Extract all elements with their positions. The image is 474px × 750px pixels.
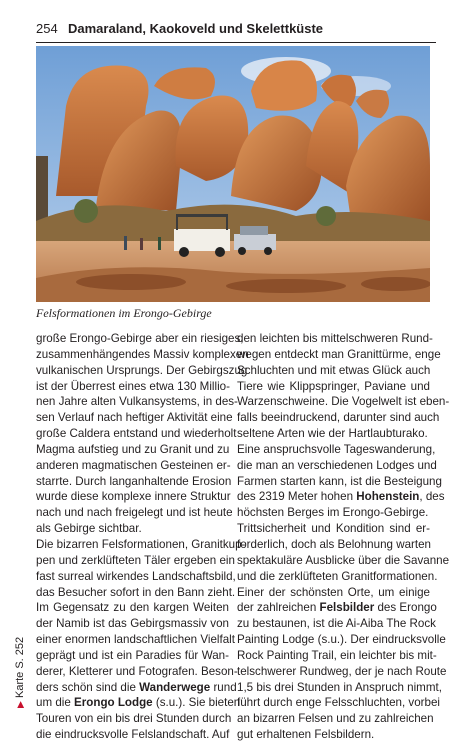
- bold-term-erongo-lodge: Erongo Lodge: [74, 696, 153, 710]
- text-column-right: [237, 331, 450, 743]
- text-line: spektakuläre Ausblicke über die Savanne: [237, 553, 450, 567]
- text-run: rund: [210, 680, 237, 694]
- text-line: wurde diese komplexe innere Struktur: [36, 490, 231, 504]
- text-line: einer enormen landschaftlichen Vielfalt: [36, 633, 235, 647]
- chapter-title: Damaraland, Kaokoveld und Skelettküste: [68, 21, 324, 36]
- text-line: Eine anspruchsvolle Tageswanderung,: [237, 442, 436, 456]
- text-line: führt durch enge Felsschluchten, vorbei: [237, 696, 441, 710]
- text-line: anderen magmatischen Gesteinen er-: [36, 458, 231, 472]
- bold-term-wanderwege: Wanderwege: [139, 680, 211, 694]
- text-line: Painting Lodge (s.u.). Der eindrucksvolle: [237, 633, 446, 647]
- text-line: zusammenhängendes Massiv komplexen: [36, 347, 249, 361]
- text-line: das Besucher sofort in den Bann zieht.: [36, 585, 236, 599]
- text-line: als Gebirge sichtbar.: [36, 522, 142, 536]
- text-line: gut erhaltenen Felsbildern.: [237, 728, 375, 742]
- text-line: fast surreal wirkendes Landschaftsbild,: [36, 569, 236, 583]
- text-line: ist der Überrest eines etwa 130 Millio-: [36, 379, 230, 393]
- text-line: zu bestaunen, ist die Ai-Aiba The Rock: [237, 617, 436, 631]
- running-header: [36, 20, 436, 43]
- text-line: telschwerer Rundweg, der je nach Route: [237, 664, 447, 678]
- text-run: der zahlreichen: [237, 601, 320, 615]
- text-run: um die: [36, 696, 75, 710]
- text-line: Rock Painting Trail, ein leichter bis mit-: [237, 648, 437, 662]
- text-line: den leichten bis mittelschweren Rund-: [237, 332, 433, 345]
- text-line: sen Verlauf nach heftiger Aktivität eine: [36, 411, 233, 425]
- text-line: vulkanischen Ursprungs. Der Gebirgszug: [36, 363, 248, 377]
- text-line: große Erongo-Gebirge aber ein riesiges,: [36, 332, 244, 345]
- text-line: [237, 600, 437, 616]
- text-line: Im Gegensatz zu den kargen Weiten: [36, 601, 229, 615]
- text-line: höchsten Berges im Erongo-Gebirge.: [237, 506, 429, 520]
- text-line: die man an verschiedenen Lodges und: [237, 458, 437, 472]
- text-line: starrte. Durch langanhaltende Erosion: [36, 474, 232, 488]
- text-line: an bizarren Felsen und zu zahlreichen: [237, 712, 434, 726]
- map-reference-label: Karte S. 252: [14, 636, 26, 699]
- text-line: Farmen starten kann, ist die Besteigung: [237, 474, 442, 488]
- text-line: wegen entdeckt man Granittürme, enge: [237, 347, 441, 361]
- text-line: nen Jahre alten Vulkansystems, in des-: [36, 395, 238, 409]
- bold-term-felsbilder: Felsbilder: [319, 601, 375, 615]
- text-run: ders schön sind die: [36, 680, 140, 694]
- text-line: Tiere wie Klippspringer, Paviane und: [237, 379, 430, 393]
- rock-formation-photo: [36, 46, 430, 302]
- text-line: der Namib ist das Gebirgsmassiv von: [36, 617, 229, 631]
- text-line: und die zerklüfteten Granitformationen.: [237, 569, 438, 583]
- text-line: Magma aufstieg und zu Granit und zu: [36, 442, 230, 456]
- text-line: geprägt und ist ein Paradies für Wan-: [36, 648, 229, 662]
- text-line: seltene Arten wie der Hartlaubturako.: [237, 427, 428, 441]
- text-line: forderlich, doch als Belohnung warten: [237, 537, 431, 551]
- text-line: die eindrucksvolle Felslandschaft. Auf: [36, 728, 230, 742]
- text-line: große Caldera entstand und wiederholt: [36, 427, 237, 441]
- text-column-left: [36, 331, 249, 743]
- text-line: Trittsicherheit und Kondition sind er-: [237, 522, 430, 536]
- map-reference-link[interactable]: [14, 637, 26, 708]
- text-line: pen und zerklüfteten Täler ergeben ein: [36, 553, 235, 567]
- text-run: des Erongo: [374, 601, 437, 615]
- photo-caption: Felsformationen im Erongo-Gebirge: [36, 306, 212, 320]
- text-run: (s.u.). Sie bieten: [152, 696, 241, 710]
- text-line: [36, 680, 237, 696]
- text-line: Warzenschweine. Die Vogelwelt ist eben-: [237, 395, 450, 409]
- text-line: nach und nach freigelegt und ist heute: [36, 506, 233, 520]
- text-line: Einer der schönsten Orte, um einige: [237, 585, 430, 599]
- text-line: 1,5 bis drei Stunden in Anspruch nimmt,: [237, 680, 442, 694]
- text-line: [237, 489, 445, 505]
- text-line: Touren von ein bis drei Stunden durch: [36, 712, 232, 726]
- text-run: des 2319 Meter hohen: [237, 490, 357, 504]
- text-line: falls beeindruckend, darunter sind auch: [237, 411, 440, 425]
- text-line: [36, 695, 241, 711]
- text-run: , des: [419, 490, 445, 504]
- page-number: 254: [36, 21, 58, 36]
- text-line: Schluchten und mit etwas Glück auch: [237, 363, 431, 377]
- text-line: Die bizarren Felsformationen, Granitkup-: [36, 537, 246, 551]
- bold-term-hohenstein: Hohenstein: [356, 490, 420, 504]
- arrow-right-icon: ▶: [15, 701, 25, 708]
- text-line: derer, Kletterer und Fotografen. Beson-: [36, 664, 238, 678]
